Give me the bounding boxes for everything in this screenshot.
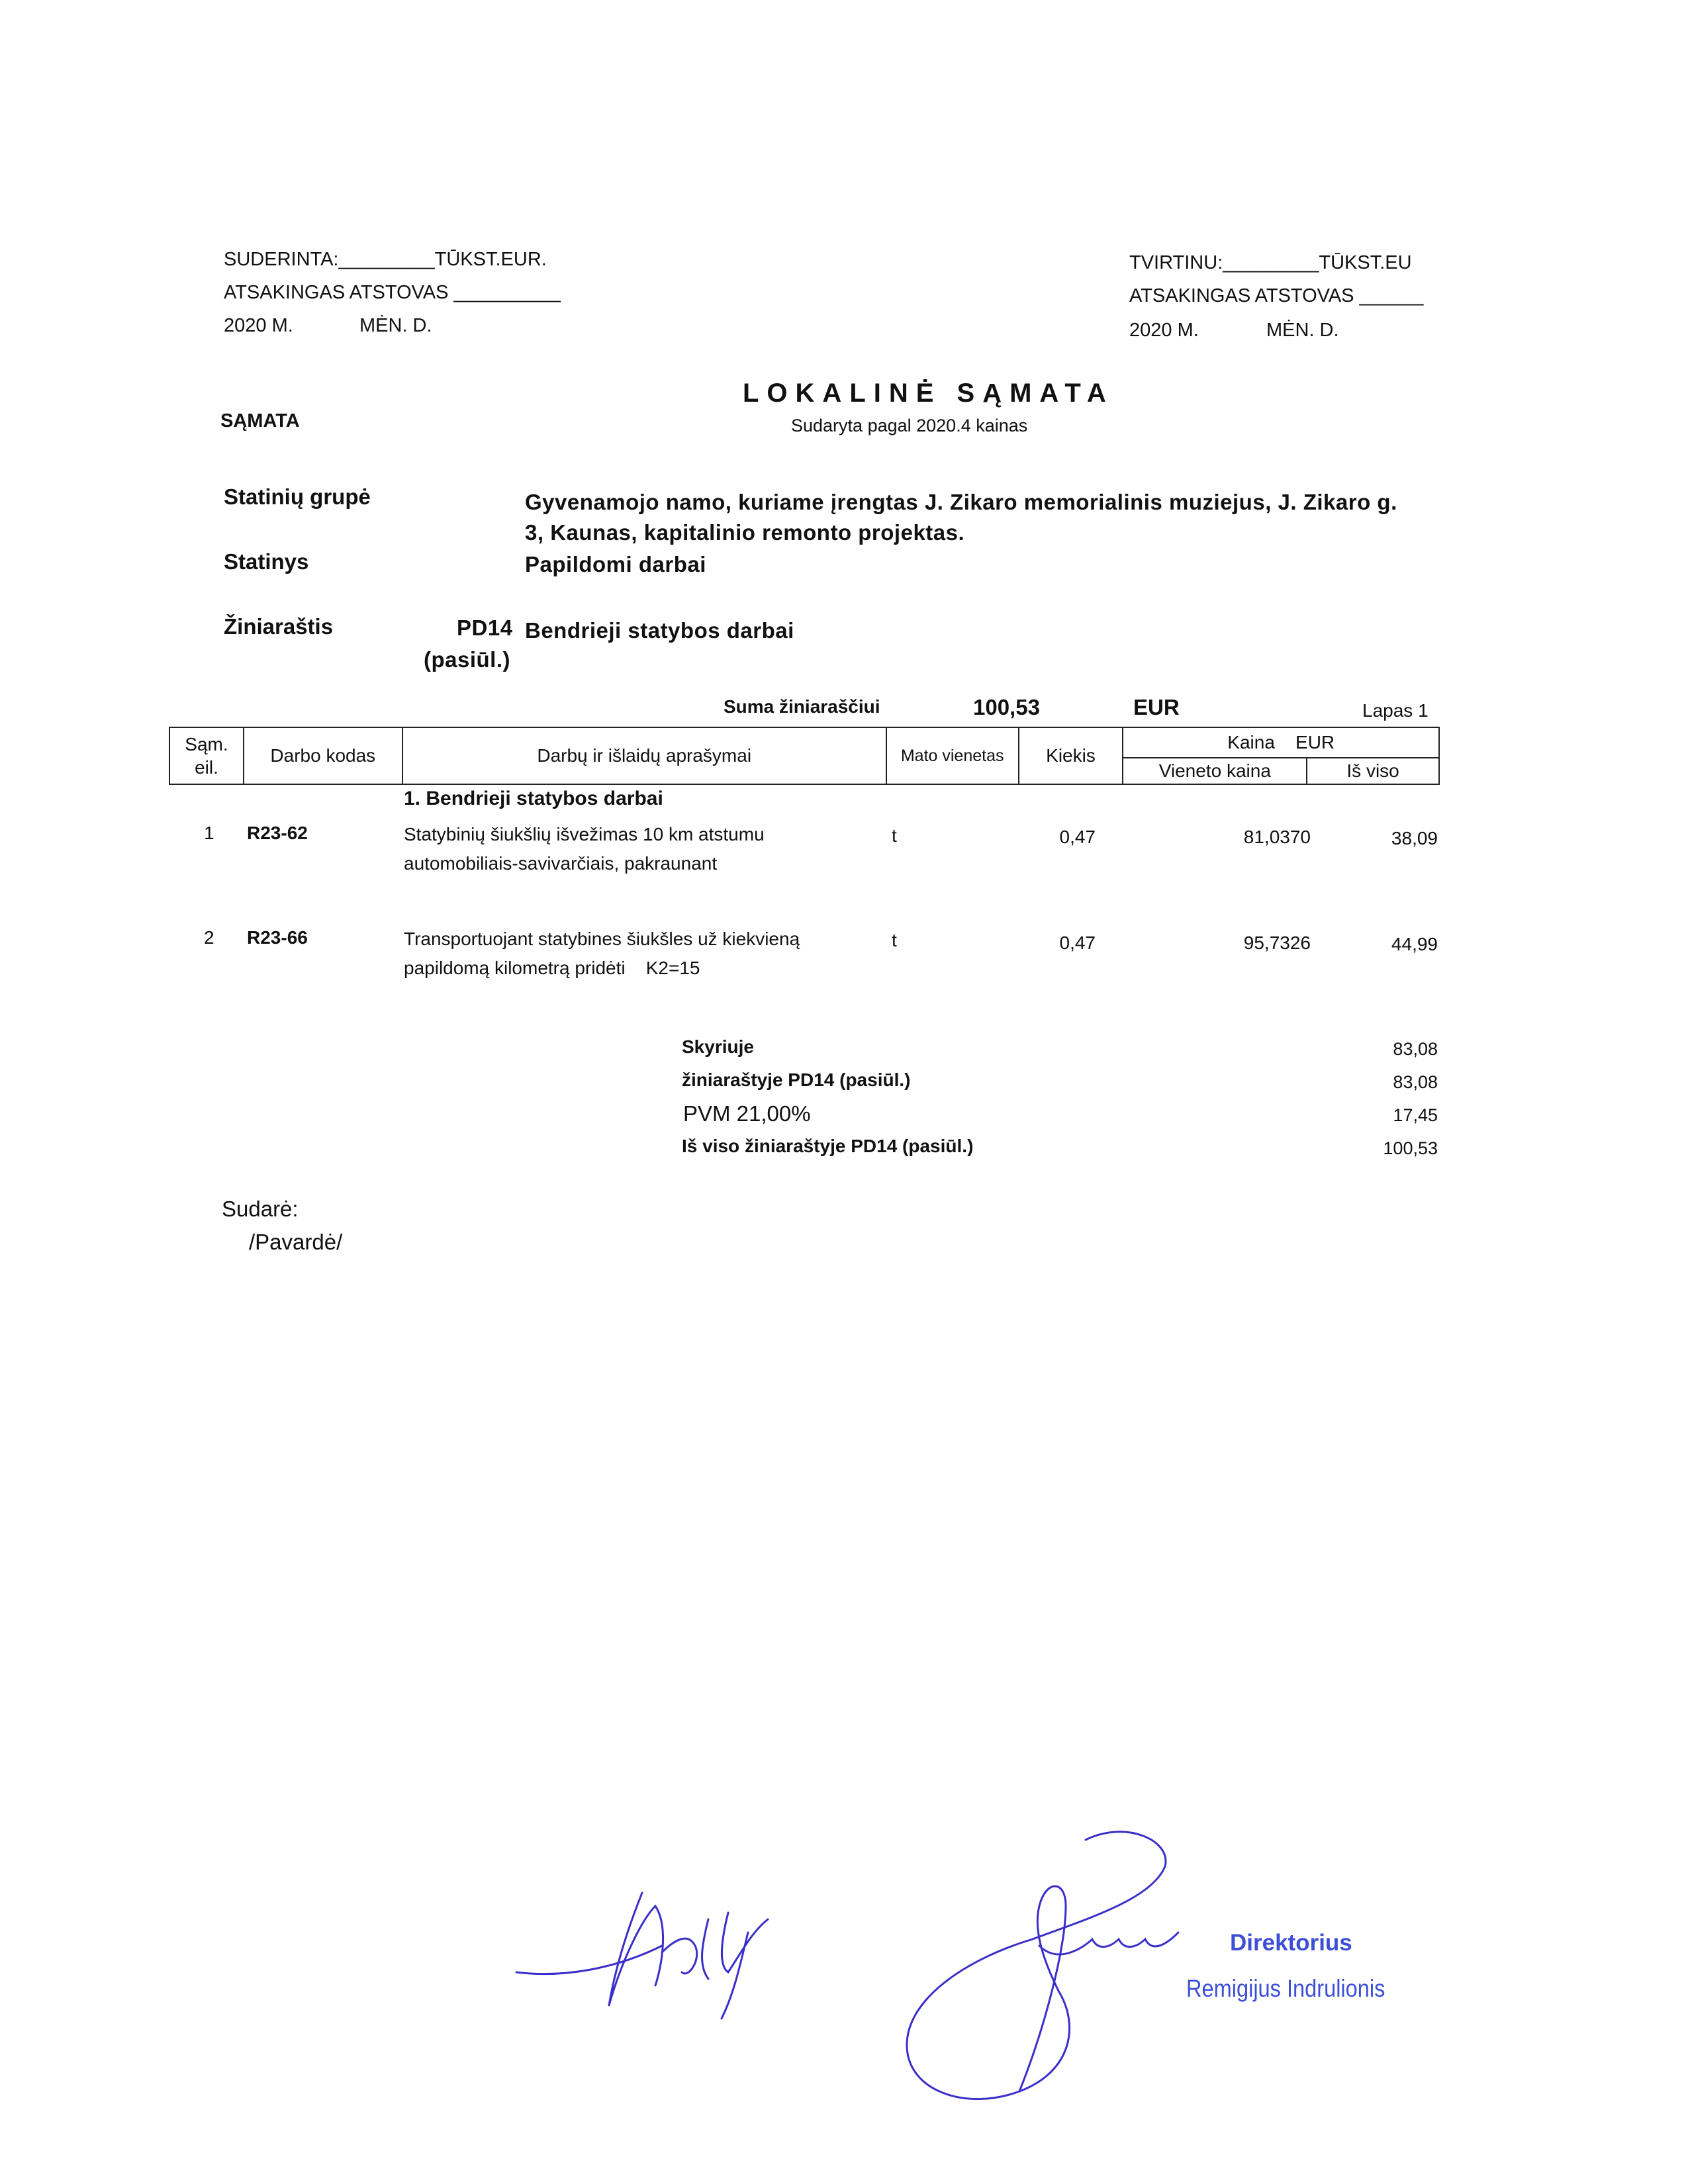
approval-right-month-day: MĖN. D. — [1266, 320, 1339, 341]
total-section-label: Skyriuje — [682, 1036, 754, 1057]
row-unit-price: 81,0370 — [1243, 827, 1311, 847]
header-description: Darbų ir išlaidų aprašymai — [402, 727, 886, 784]
building-label: Statinys — [224, 549, 309, 574]
total-section-value: 83,08 — [1393, 1039, 1438, 1059]
row-total: 44,99 — [1391, 934, 1438, 954]
row-quantity: 0,47 — [1059, 827, 1096, 847]
approval-left-month-day: MĖN. D. — [359, 315, 432, 336]
approval-left-line2: ATSAKINGAS ATSTOVAS __________ — [224, 282, 561, 303]
header-nr: Sąm. eil. — [169, 727, 244, 784]
samata-label: SĄMATA — [220, 410, 300, 432]
signature-left — [510, 1866, 788, 2025]
row-quantity: 0,47 — [1059, 933, 1096, 953]
row-description-line1: Statybinių šiukšlių išvežimas 10 km atstumu — [404, 824, 765, 844]
approval-left-line1: SUDERINTA:_________TŪKST.EUR. — [224, 249, 547, 270]
stamp-name: Remigijus Indrulionis — [1186, 1975, 1385, 2002]
row-nr: 1 — [204, 823, 214, 843]
vat-label: PVM 21,00% — [683, 1101, 811, 1126]
section-title: 1. Bendrieji statybos darbai — [404, 788, 663, 809]
row-total: 38,09 — [1391, 828, 1438, 848]
sheet-name: Bendrieji statybos darbai — [525, 618, 794, 643]
row-description-line2: papildomą kilometrą pridėti K2=15 — [404, 958, 700, 978]
header-price-group: Kaina EUR — [1123, 727, 1439, 758]
sheet-code: PD14 — [457, 615, 513, 640]
building-group-label: Statinių grupė — [224, 484, 371, 509]
row-unit: t — [892, 825, 897, 846]
estimate-table-header — [169, 727, 1440, 785]
compiled-by-label: Sudarė: — [222, 1197, 299, 1221]
row-code: R23-66 — [247, 927, 308, 948]
building-group-value-line1: Gyvenamojo namo, kuriame įrengtas J. Zikaro memorialinis muziejus, J. Zikaro g. — [525, 490, 1397, 514]
sheet-sum-amount: 100,53 — [973, 695, 1040, 719]
row-unit: t — [892, 930, 897, 950]
row-description-line2: automobiliais-savivarčiais, pakraunant — [404, 853, 718, 874]
compiled-by-name: /Pavardė/ — [249, 1230, 343, 1254]
sheet-sum-currency: EUR — [1133, 695, 1180, 719]
grand-total-value: 100,53 — [1383, 1138, 1438, 1158]
building-value: Papildomi darbai — [525, 552, 706, 576]
vat-value: 17,45 — [1393, 1105, 1438, 1125]
approval-right-year: 2020 M. — [1129, 320, 1199, 341]
page-number: Lapas 1 — [1362, 700, 1429, 721]
approval-right-line2: ATSAKINGAS ATSTOVAS ______ — [1129, 285, 1424, 306]
total-sheet-value: 83,08 — [1393, 1072, 1438, 1092]
stamp-title: Direktorius — [1230, 1930, 1352, 1956]
signature-right — [887, 1813, 1231, 2118]
header-unit-price: Vieneto kaina — [1123, 758, 1307, 784]
total-sheet-label: žiniaraštyje PD14 (pasiūl.) — [682, 1069, 911, 1090]
document-title: LOKALINĖ SĄMATA — [743, 379, 1114, 408]
header-unit: Mato vienetas — [886, 727, 1019, 784]
sheet-sum-label: Suma žiniaraščiui — [724, 696, 880, 717]
document-subtitle: Sudaryta pagal 2020.4 kainas — [791, 416, 1028, 435]
sheet-code-note: (pasiūl.) — [424, 647, 511, 672]
row-code: R23-62 — [247, 823, 308, 843]
row-unit-price: 95,7326 — [1243, 933, 1311, 953]
header-total: Iš viso — [1307, 758, 1439, 784]
building-group-value-line2: 3, Kaunas, kapitalinio remonto projektas. — [525, 520, 965, 545]
header-code: Darbo kodas — [244, 727, 402, 784]
sheet-label: Žiniaraštis — [224, 614, 334, 639]
approval-right-line1: TVIRTINU:_________TŪKST.EU — [1129, 252, 1412, 273]
row-nr: 2 — [204, 927, 214, 948]
header-quantity: Kiekis — [1019, 727, 1123, 784]
grand-total-label: Iš viso žiniaraštyje PD14 (pasiūl.) — [682, 1136, 974, 1156]
row-description-line1: Transportuojant statybines šiukšles už kiekvieną — [404, 929, 800, 949]
approval-left-year: 2020 M. — [224, 315, 293, 336]
